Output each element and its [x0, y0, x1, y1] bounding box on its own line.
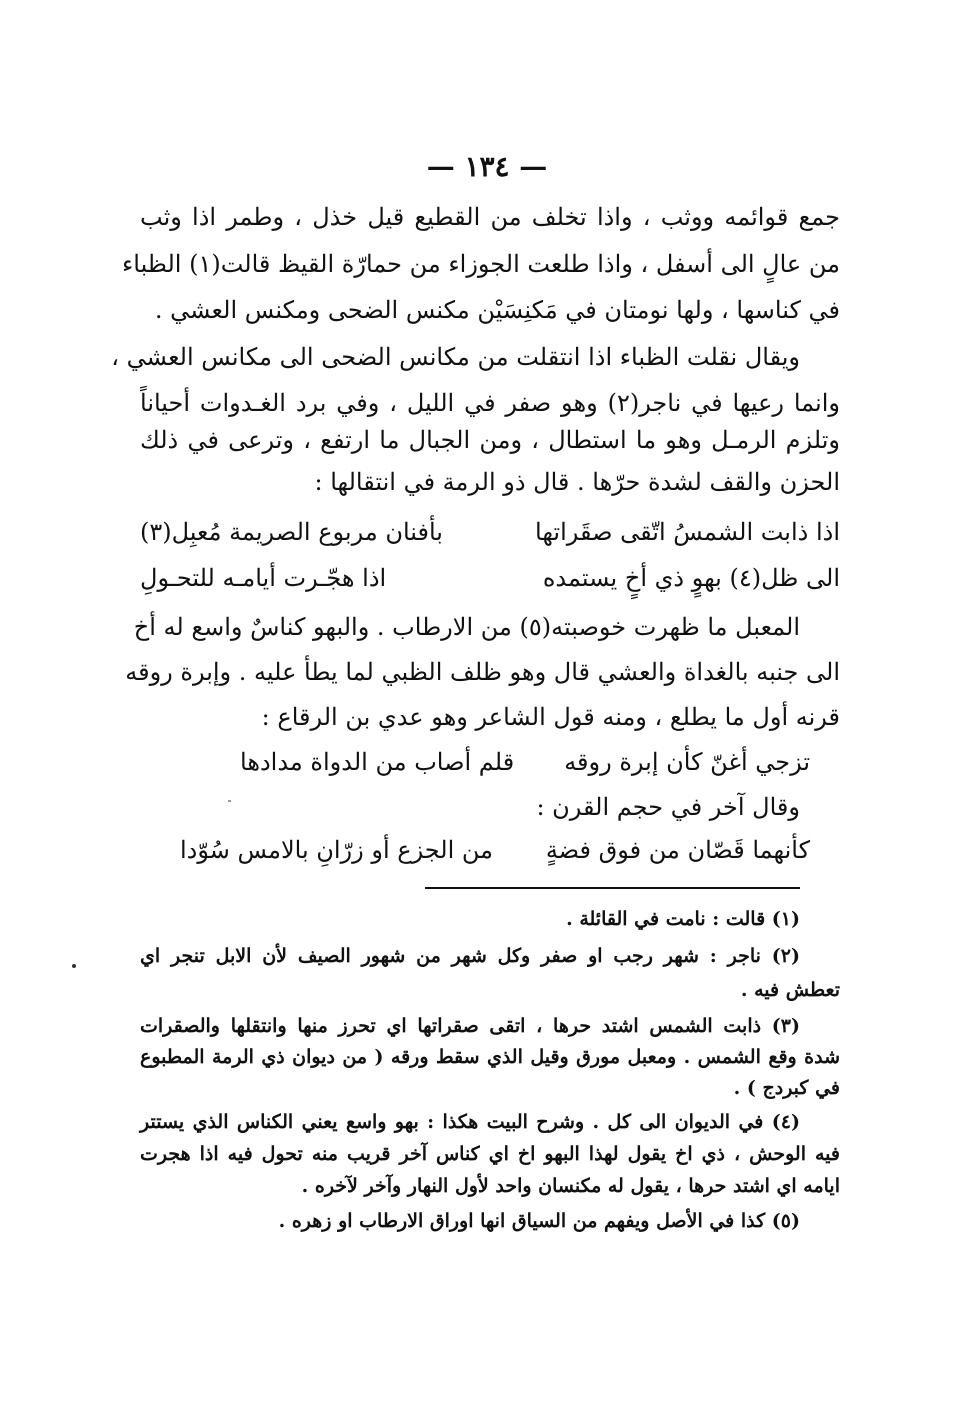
verse-second-hemistich: قلم أصاب من الدواة مدادها [240, 748, 515, 776]
body-line: من عالٍ الى أسفل ، واذا طلعت الجوزاء من حمارّة القيظ قالت(١) الظباء [121, 250, 840, 278]
print-speck [228, 800, 231, 802]
footnote-line: (٥) كذا في الأصل ويفهم من السياق انها اوراق الارطاب او زهره . [278, 1210, 800, 1232]
verse-first-hemistich: تزجي أغنّ كأن إبرة روقه [564, 748, 810, 776]
footnote-line: (٣) ذابت الشمس اشتد حرها ، اتقى صقراتها اي تحرز منها وانتقلها والصقرات [140, 1015, 800, 1037]
body-line: قرنه أول ما يطلع ، ومنه قول الشاعر وهو عدي بن الرقاع : [261, 703, 840, 731]
verse-second-hemistich: من الجزع أو زرّانِ بالامس سُوّدا [180, 836, 494, 864]
verse-second-hemistich: اذا هجّـرت أيامـه للتحـولِ [140, 564, 387, 592]
footnote-line: شدة وقع الشمس . ومعبل مورق وقيل الذي سقط ورقه ( من ديوان ذي الرمة المطبوع [140, 1046, 840, 1068]
footnote-separator [425, 887, 800, 889]
verse-first-hemistich: الى ظل(٤) بهوٍ ذي أخٍ يستمده [542, 564, 840, 592]
body-line: وتلزم الرمـل وهو ما استطال ، ومن الجبال ما ارتفع ، وترعى في ذلك [140, 426, 840, 454]
body-line: وقال آخر في حجم القرن : [536, 793, 800, 821]
footnote-line: (٢) ناجر : شهر رجب او صفر وكل شهر من شهور الصيف لأن الابل تنجر اي [140, 945, 800, 967]
body-line: الى جنبه بالغداة والعشي قال وهو ظلف الظبي لما يطأ عليه . وإبرة روقه [125, 658, 840, 686]
footnote-line: فيه الوحش ، ذي اخ يقول لهذا البهو اخ اي كناس آخر قريب منه تحول فيه اذا هجرت [140, 1143, 840, 1165]
verse [140, 745, 840, 781]
footnote-line: في كبردج ) . [733, 1077, 840, 1099]
footnote-line: تعطش فيه . [740, 979, 840, 1001]
body-line: الحزن والقف لشدة حرّها . قال ذو الرمة في انتقالها : [314, 468, 840, 496]
verse [140, 561, 840, 597]
body-line: وانما رعيها في ناجر(٢) وهو صفر في الليل ، وفي برد الغـدوات أحياناً [140, 389, 840, 417]
verse [140, 833, 840, 869]
footnote-line: (١) قالت : نامت في القائلة . [566, 908, 800, 930]
verse-first-hemistich: كأنهما قَصّان من فوق فضةٍ [545, 836, 810, 864]
verse-second-hemistich: بأفنان مربوع الصريمة مُعبِل(٣) [140, 518, 443, 546]
body-line: جمع قوائمه ووثب ، واذا تخلف من القطيع قيل خذل ، وطمر اذا وثب [140, 203, 840, 231]
verse [140, 515, 840, 551]
body-line: في كناسها ، ولها نومتان في مَكنِسَيْن مكنس الضحى ومكنس العشي . [154, 296, 840, 324]
page-number: — ١٣٤ — [426, 150, 548, 183]
verse-first-hemistich: اذا ذابت الشمسُ اتّقى صقَراتها [535, 518, 840, 546]
body-line: المعبل ما ظهرت خوصبته(٥) من الارطاب . والبهو كناسٌ واسع له أخ [133, 613, 800, 641]
margin-dot [72, 964, 76, 968]
body-line: ويقال نقلت الظباء اذا انتقلت من مكانس الضحى الى مكانس العشي ، [111, 343, 800, 371]
footnote-line: (٤) في الديوان الى كل . وشرح البيت هكذا : بهو واسع يعني الكناس الذي يستتر [140, 1111, 800, 1133]
footnote-line: ايامه اي اشتد حرها ، يقول له مكنسان واحد لأول النهار وآخر لآخره . [301, 1175, 840, 1197]
